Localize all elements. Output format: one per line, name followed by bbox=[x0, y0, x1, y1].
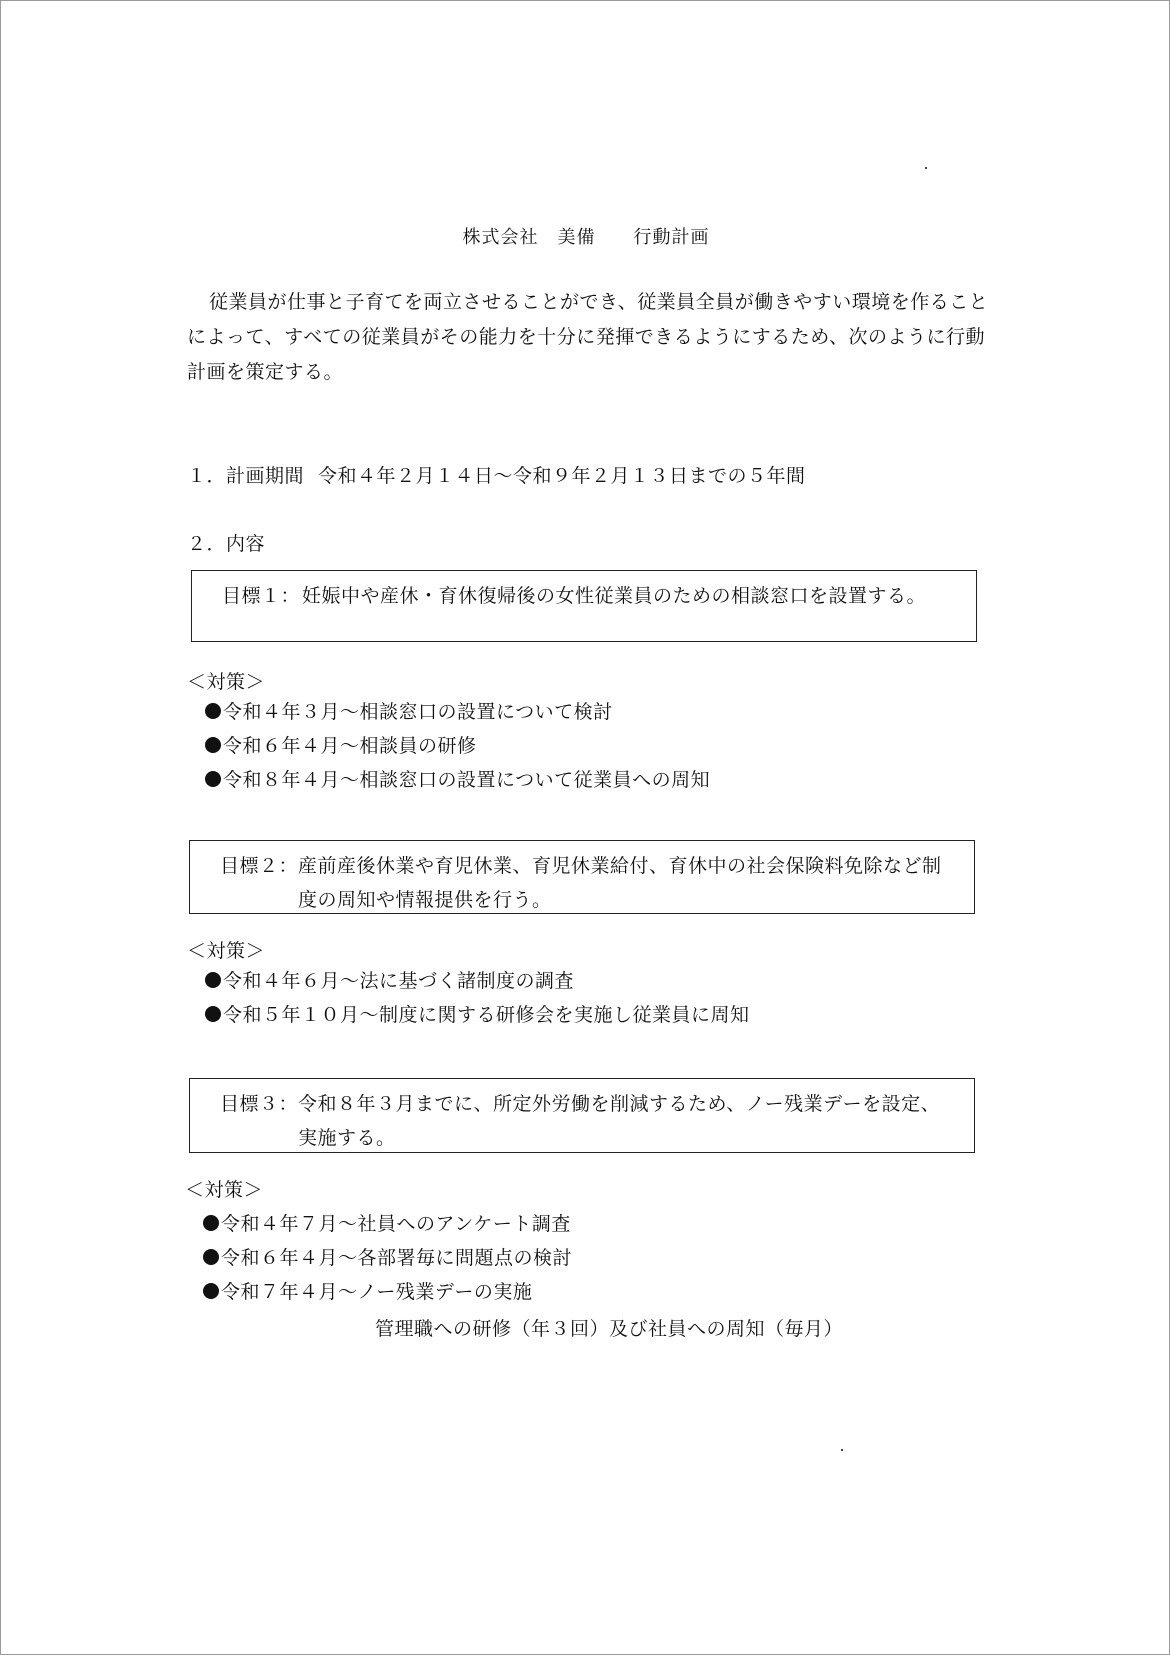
list-item: 令和６年４月～相談員の研修 bbox=[205, 729, 710, 763]
scan-speck bbox=[925, 167, 927, 169]
measure-note: 管理職への研修（年３回）及び社員への周知（毎月） bbox=[375, 1318, 844, 1340]
list-item: 令和７年４月～ノー残業デーの実施 bbox=[203, 1275, 572, 1309]
list-item: 令和８年４月～相談窓口の設置について従業員への周知 bbox=[205, 763, 710, 797]
bullet-icon bbox=[203, 1249, 219, 1265]
measures-label: ＜対策＞ bbox=[185, 1179, 264, 1201]
bullet-icon bbox=[205, 771, 221, 787]
measures-label: ＜対策＞ bbox=[187, 671, 266, 693]
content-heading: ２．内容 bbox=[187, 533, 266, 555]
plan-period bbox=[187, 461, 806, 488]
plan-period-label: １．計画期間 bbox=[187, 465, 305, 487]
plan-period-value: 令和４年２月１４日～令和９年２月１３日までの５年間 bbox=[318, 465, 806, 487]
measure-list-2 bbox=[205, 964, 750, 1032]
goal-box-2 bbox=[189, 840, 975, 914]
bullet-icon bbox=[205, 703, 221, 719]
bullet-icon bbox=[203, 1283, 219, 1299]
goal-box-3 bbox=[189, 1078, 975, 1153]
bullet-icon bbox=[205, 1006, 221, 1022]
measure-list-3 bbox=[203, 1207, 572, 1309]
list-item: 令和４年３月～相談窓口の設置について検討 bbox=[205, 695, 710, 729]
goal-label: 目標３： bbox=[220, 1093, 299, 1115]
intro-paragraph: 従業員が仕事と子育てを両立させることができ、従業員全員が働きやすい環境を作ることによって、すべての従業員がその能力を十分に発揮できるようにするため、次のように行動計画を策定する。 bbox=[187, 291, 989, 383]
goal-label: 目標１： bbox=[222, 585, 301, 607]
bullet-icon bbox=[205, 737, 221, 753]
goal-label: 目標２： bbox=[220, 855, 299, 877]
list-item: 令和６年４月～各部署毎に問題点の検討 bbox=[203, 1241, 572, 1275]
goal-text: 妊娠中や産休・育休復帰後の女性従業員のための相談窓口を設置する。 bbox=[302, 585, 927, 607]
goal-text: 令和８年３月までに、所定外労働を削減するため、ノー残業デーを設定、実施する。 bbox=[298, 1093, 941, 1149]
document-title: 株式会社 美備 行動計画 bbox=[462, 227, 710, 248]
goal-box-1 bbox=[191, 570, 977, 642]
list-item: 令和４年７月～社員へのアンケート調査 bbox=[203, 1207, 572, 1241]
measures-label: ＜対策＞ bbox=[187, 940, 266, 962]
list-item: 令和５年１０月～制度に関する研修会を実施し従業員に周知 bbox=[205, 998, 750, 1032]
scan-speck bbox=[841, 1449, 843, 1451]
bullet-icon bbox=[205, 972, 221, 988]
measure-list-1 bbox=[205, 695, 710, 797]
goal-text: 産前産後休業や育児休業、育児休業給付、育休中の社会保険料免除など制度の周知や情報提供を行う。 bbox=[298, 855, 942, 911]
bullet-icon bbox=[203, 1215, 219, 1231]
list-item: 令和４年６月～法に基づく諸制度の調査 bbox=[205, 964, 750, 998]
